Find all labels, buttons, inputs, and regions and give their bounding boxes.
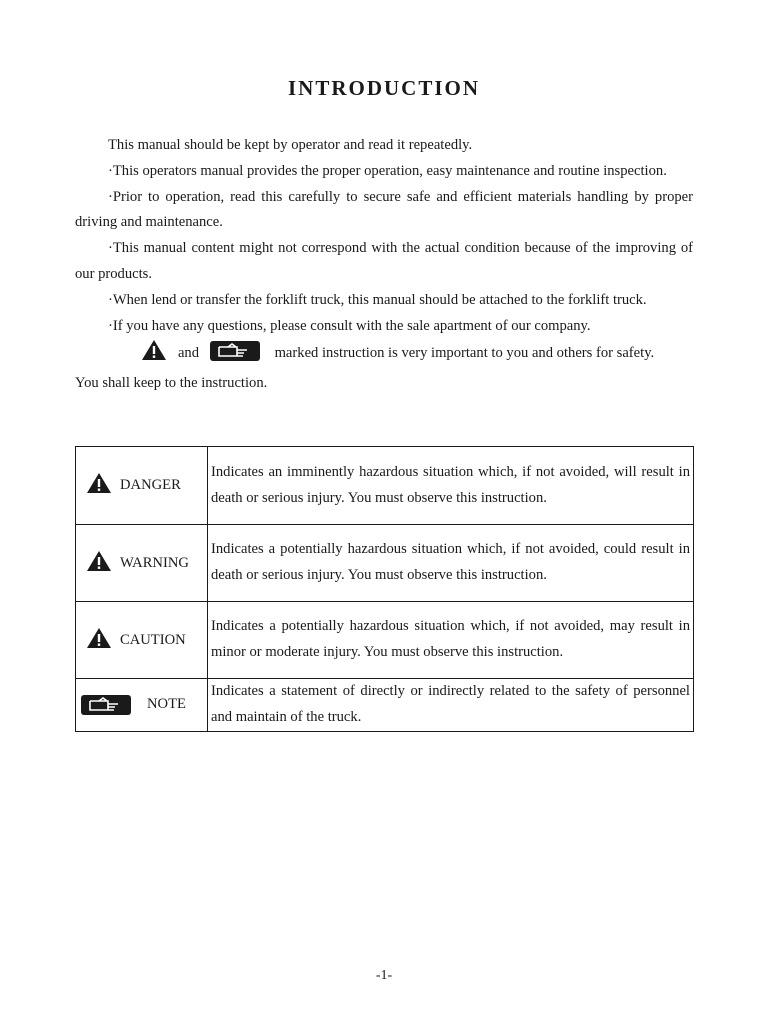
legend-desc-warning: Indicates a potentially hazardous situation which, if not avoided, could result in death or serious injury. You must observe this instruction. [208, 525, 694, 602]
legend-desc-danger: Indicates an imminently hazardous situation which, if not avoided, will result in death or serious injury. You must observe this instruction. [208, 447, 694, 525]
legend-label-danger: DANGER [120, 477, 181, 493]
intro-paragraph-5: ·When lend or transfer the forklift truck, this manual should be attached to the forklift truck. [108, 291, 647, 308]
legend-label-cell [76, 447, 208, 525]
intro-paragraph-1: This manual should be kept by operator and read it repeatedly. [108, 137, 473, 153]
warning-triangle-icon [86, 627, 112, 654]
page-number: -1- [375, 968, 393, 983]
symbol-line-rest: marked instruction is very important to you and others for safety. [274, 345, 655, 362]
safety-legend-table [75, 446, 694, 732]
legend-row-caution [76, 602, 694, 679]
warning-triangle-icon [86, 550, 112, 577]
legend-desc-note: Indicates a statement of directly or indirectly related to the safety of personnel and maintain of the truck. [208, 679, 694, 732]
legend-row-danger [76, 447, 694, 525]
intro-paragraph-3: ·Prior to operation, read this carefully to secure safe and efficient materials handling by proper driving and maintenance. [75, 188, 693, 231]
symbol-line-end: You shall keep to the instruction. [75, 375, 268, 392]
legend-row-note [76, 679, 694, 732]
pointing-hand-icon [210, 341, 260, 361]
legend-row-warning [76, 525, 694, 602]
legend-label-caution: CAUTION [120, 631, 186, 648]
intro-paragraph-4: ·This manual content might not correspond with the actual condition because of the improving of our products. [75, 240, 693, 282]
symbol-and-text: and [177, 345, 200, 362]
page-title: INTRODUCTION [287, 76, 481, 100]
warning-triangle-icon [86, 472, 112, 499]
legend-label-cell [76, 602, 208, 679]
intro-paragraph-6: ·If you have any questions, please consult with the sale apartment of our company. [108, 317, 591, 334]
warning-triangle-icon [108, 339, 167, 371]
symbol-explanation [75, 339, 693, 371]
legend-label-warning: WARNING [120, 554, 189, 571]
legend-label-note: NOTE [147, 696, 186, 713]
intro-paragraph-2: ·This operators manual provides the proper operation, easy maintenance and routine inspection. [108, 162, 667, 179]
intro-body [75, 133, 693, 397]
legend-label-cell [76, 679, 208, 732]
legend-desc-caution: Indicates a potentially hazardous situation which, if not avoided, may result in minor or moderate injury. You must observe this instruction. [208, 602, 694, 679]
legend-label-cell [76, 525, 208, 602]
pointing-hand-icon [81, 695, 131, 715]
